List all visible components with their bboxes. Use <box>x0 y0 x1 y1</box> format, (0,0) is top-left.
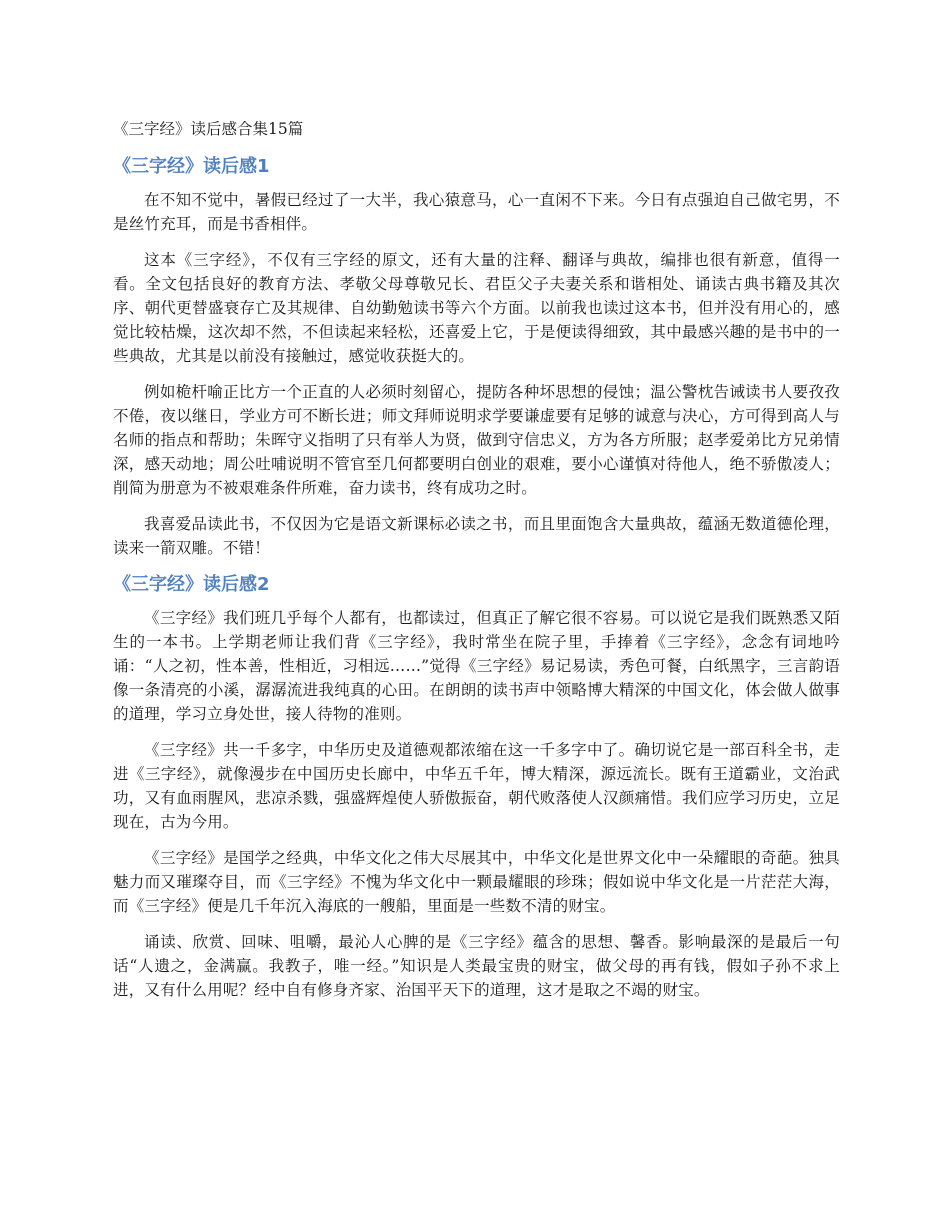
paragraph: 《三字经》我们班几乎每个人都有，也都读过，但真正了解它很不容易。可以说它是我们既熟悉又陌生的一本书。上学期老师让我们背《三字经》，我时常坐在院子里，手捧着《三字经》，念念有词地吟诵：“人之初，性本善，性相近，习相远……”觉得《三字经》易记易读，秀色可餐，白纸黑字，三言韵语像一条清亮的小溪，潺潺流进我纯真的心田。在朗朗的读书声中领略博大精深的中国文化，体会做人做事的道理，学习立身处世，接人待物的准则。 <box>113 609 840 723</box>
paragraph: 我喜爱品读此书，不仅因为它是语文新课标必读之书，而且里面饱含大量典故，蕴涵无数道德伦理，读来一箭双雕。不错！ <box>113 515 840 557</box>
paragraph: 诵读、欣赏、回味、咀嚼，最沁人心脾的是《三字经》蕴含的思想、馨香。影响最深的是最后一句话“人遗之，金满赢。我教子，唯一经。”知识是人类最宝贵的财宝，做父母的再有钱，假如子孙不求上进，又有什么用呢？经中自有修身齐家、治国平天下的道理，这才是取之不竭的财宝。 <box>113 933 840 999</box>
paragraph: 这本《三字经》，不仅有三字经的原文，还有大量的注释、翻译与典故，编排也很有新意，值得一看。全文包括良好的教育方法、孝敬父母尊敬兄长、君臣父子夫妻关系和谐相处、诵读古典书籍及其次序、朝代更替盛衰存亡及其规律、自幼勤勉读书等六个方面。以前我也读过这本书，但并没有用心的，感觉比较枯燥，这次却不然，不但读起来轻松，还喜爱上它，于是便读得细致，其中最感兴趣的是书中的一些典故，尤其是以前没有接触过，感觉收获挺大的。 <box>113 251 840 365</box>
document-title: 《三字经》读后感合集15篇 <box>113 120 304 138</box>
section-1 <box>113 154 840 560</box>
paragraph: 《三字经》是国学之经典，中华文化之伟大尽展其中，中华文化是世界文化中一朵耀眼的奇葩。独具魅力而又璀璨夺目，而《三字经》不愧为华文化中一颗最耀眼的珍珠；假如说中华文化是一片茫茫大海，而《三字经》便是几千年沉入海底的一艘船，里面是一些数不清的财宝。 <box>113 849 840 915</box>
section-2 <box>113 572 840 1002</box>
paragraph: 在不知不觉中，暑假已经过了一大半，我心猿意马，心一直闲不下来。今日有点强迫自己做宅男，不是丝竹充耳，而是书香相伴。 <box>113 191 840 233</box>
section-heading: 《三字经》读后感2 <box>113 574 270 595</box>
paragraph: 《三字经》共一千多字，中华历史及道德观都浓缩在这一千多字中了。确切说它是一部百科全书，走进《三字经》，就像漫步在中国历史长廊中，中华五千年，博大精深，源远流长。既有王道霸业，文治武功，又有血雨腥风，悲凉杀戮，强盛辉煌使人骄傲振奋，朝代败落使人汉颜痛惜。我们应学习历史，立足现在，古为今用。 <box>113 741 840 831</box>
paragraph: 例如桅杆喻正比方一个正直的人必须时刻留心，提防各种坏思想的侵蚀；温公警枕告诫读书人要孜孜不倦，夜以继日，学业方可不断长进；师文拜师说明求学要谦虚要有足够的诚意与决心，方可得到高人与名师的指点和帮助；朱晖守义指明了只有举人为贤，做到守信忠义，方为各方所服；赵孝爱弟比方兄弟情深，感天动地；周公吐哺说明不管官至几何都要明白创业的艰难，要小心谨慎对待他人，绝不骄傲凌人；削简为册意为不被艰难条件所难，奋力读书，终有成功之时。 <box>113 383 840 497</box>
section-heading: 《三字经》读后感1 <box>113 156 270 177</box>
document-page <box>113 118 840 1014</box>
